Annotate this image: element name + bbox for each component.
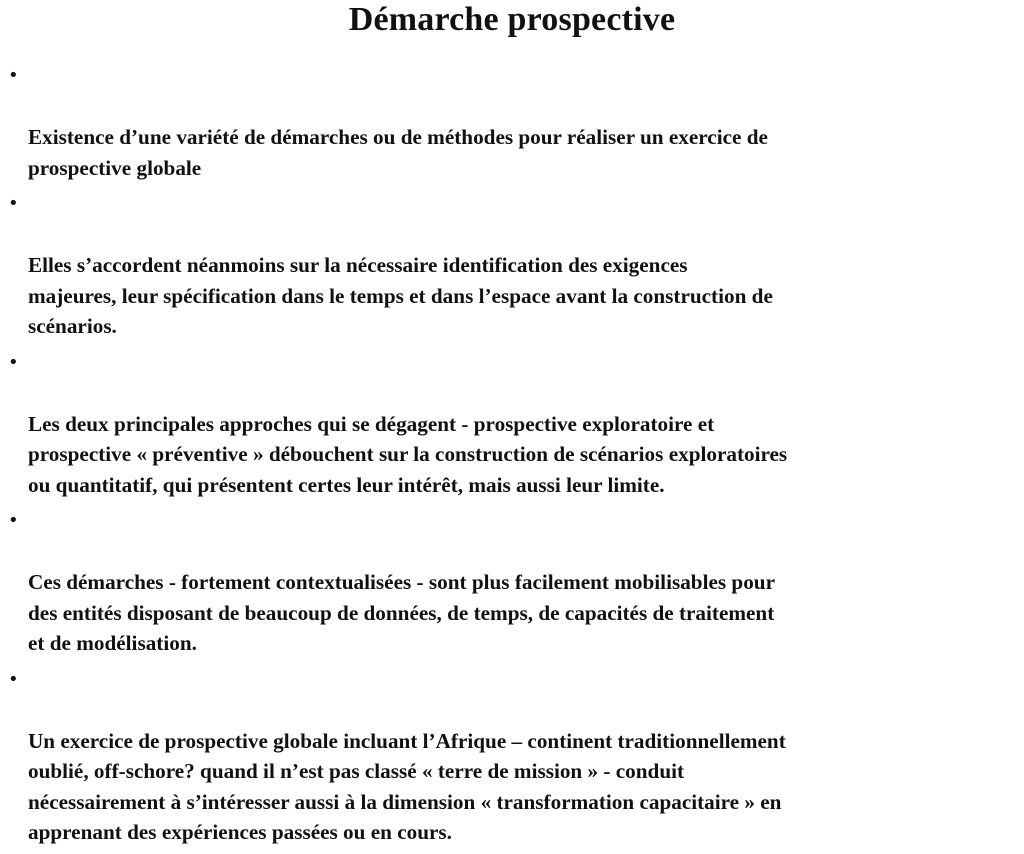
bullet-text: Ces démarches - fortement contextualisées - sont plus facilement mobilisables pour des entités disposant de beaucoup de données, de temps, de capacités de traitement et de modélisation. bbox=[28, 570, 775, 655]
bullet-icon: • bbox=[8, 351, 19, 373]
bullet-item-4 bbox=[8, 506, 1018, 659]
bullet-item-5 bbox=[8, 665, 1018, 848]
bullet-text: Les deux principales approches qui se dégagent - prospective exploratoire et prospective « préventive » débouchent sur la construction de scénarios exploratoires ou quantitatif, qui présentent certes leur intérêt, mais aussi leur limite. bbox=[28, 411, 788, 497]
bullet-icon: • bbox=[8, 510, 19, 531]
bullet-icon: • bbox=[8, 193, 19, 214]
bullet-item-2 bbox=[8, 189, 1018, 342]
bullet-icon: • bbox=[8, 668, 19, 690]
bullet-text: Un exercice de prospective globale incluant l’Afrique – continent traditionnellement oublié, off-schore? quand il n’est pas classé « terre de mission » - conduit nécessairement à s’intéresser aussi à la dimension « transformation capacitaire » en apprenant des expériences passées ou en cours. bbox=[28, 728, 786, 844]
bullet-item-1 bbox=[8, 61, 1018, 183]
bullet-item-3 bbox=[8, 348, 1018, 501]
bullet-icon: • bbox=[8, 65, 19, 86]
slide-title: Démarche prospective bbox=[348, 1, 676, 38]
bullet-list bbox=[8, 61, 1018, 854]
bullet-text: Existence d’une variété de démarches ou de méthodes pour réaliser un exercice de prospective globale bbox=[28, 125, 768, 180]
bullet-text: Elles s’accordent néanmoins sur la nécessaire identification des exigences majeures, leur spécification dans le temps et dans l’espace avant la construction de scénarios. bbox=[28, 253, 773, 338]
